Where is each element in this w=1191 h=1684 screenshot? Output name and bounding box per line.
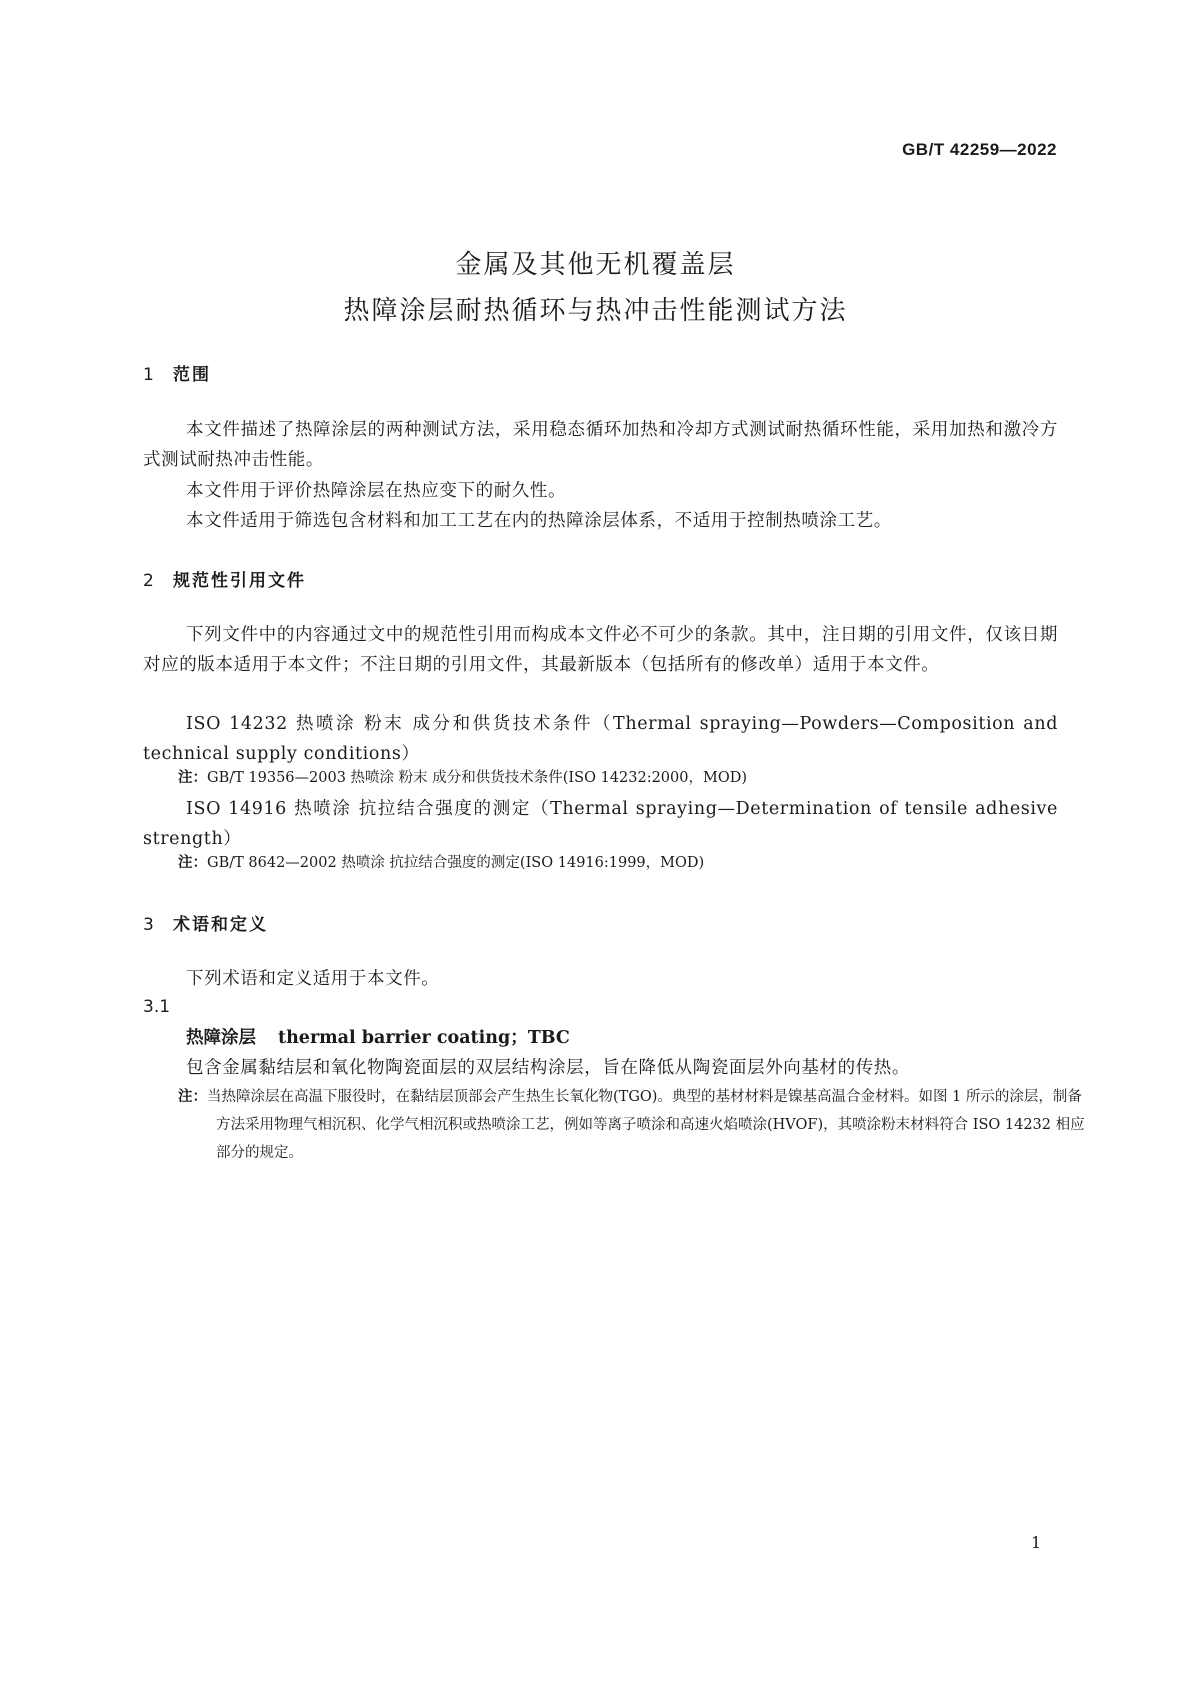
section-1-number: 1 <box>143 365 154 385</box>
note-2-label: 注： <box>178 855 207 871</box>
document-title-line2: 热障涂层耐热循环与热冲击性能测试方法 <box>343 296 848 326</box>
term-chinese: 热障涂层 <box>186 1028 256 1048</box>
note-1-label: 注： <box>178 770 207 786</box>
section-2-number: 2 <box>143 571 154 591</box>
document-title-line1: 金属及其他无机覆盖层 <box>455 250 736 280</box>
section-1-heading <box>143 360 211 385</box>
term-note-label: 注： <box>178 1089 207 1105</box>
page-number: 1 <box>1031 1533 1042 1552</box>
clause-3-1-number: 3.1 <box>143 997 171 1017</box>
reference-iso-14232: ISO 14232 热喷涂 粉末 成分和供货技术条件（Thermal spraying—Powders—Composition and technical supply conditions） <box>143 714 1058 764</box>
term-entry <box>186 1024 570 1049</box>
reference-note-1 <box>178 764 1058 792</box>
standard-code: GB/T 42259—2022 <box>902 140 1057 159</box>
section-1-paragraph-1: 本文件描述了热障涂层的两种测试方法，采用稳态循环加热和冷却方式测试耐热循环性能，采用加热和激冷方式测试耐热冲击性能。 <box>143 420 1058 470</box>
term-definition: 包含金属黏结层和氧化物陶瓷面层的双层结构涂层，旨在降低从陶瓷面层外向基材的传热。 <box>186 1058 910 1078</box>
section-2-heading <box>143 566 306 591</box>
section-2-title: 规范性引用文件 <box>173 571 306 591</box>
section-1-paragraph-2: 本文件用于评价热障涂层在热应变下的耐久性。 <box>186 481 567 501</box>
reference-note-2 <box>178 849 1058 877</box>
note-2-text: GB/T 8642—2002 热喷涂 抗拉结合强度的测定(ISO 14916:1999，MOD) <box>207 855 705 871</box>
section-3-number: 3 <box>143 915 154 935</box>
section-3-title: 术语和定义 <box>173 915 268 935</box>
term-english: thermal barrier coating；TBC <box>278 1028 570 1048</box>
section-1-paragraph-3: 本文件适用于筛选包含材料和加工工艺在内的热障涂层体系，不适用于控制热喷涂工艺。 <box>186 511 892 531</box>
section-1-title: 范围 <box>173 365 211 385</box>
section-3-heading <box>143 910 268 935</box>
term-note <box>178 1083 1096 1167</box>
term-note-text: 当热障涂层在高温下服役时，在黏结层顶部会产生热生长氧化物(TGO)。典型的基材材料是镍基高温合金材料。如图 1 所示的涂层，制备方法采用物理气相沉积、化学气相沉积或热喷涂工艺，例如等离子喷涂和高速火焰喷涂(HVOF)，其喷涂粉末材料符合 ISO 14232 相应部分的规定。 <box>207 1089 1085 1161</box>
note-1-text: GB/T 19356—2003 热喷涂 粉末 成分和供货技术条件(ISO 14232:2000，MOD) <box>207 770 748 786</box>
section-2-paragraph-1: 下列文件中的内容通过文中的规范性引用而构成本文件必不可少的条款。其中，注日期的引用文件，仅该日期对应的版本适用于本文件；不注日期的引用文件，其最新版本（包括所有的修改单）适用于本文件。 <box>143 625 1058 675</box>
section-3-paragraph-1: 下列术语和定义适用于本文件。 <box>186 969 440 989</box>
reference-iso-14916: ISO 14916 热喷涂 抗拉结合强度的测定（Thermal spraying—Determination of tensile adhesive strength） <box>143 799 1058 849</box>
